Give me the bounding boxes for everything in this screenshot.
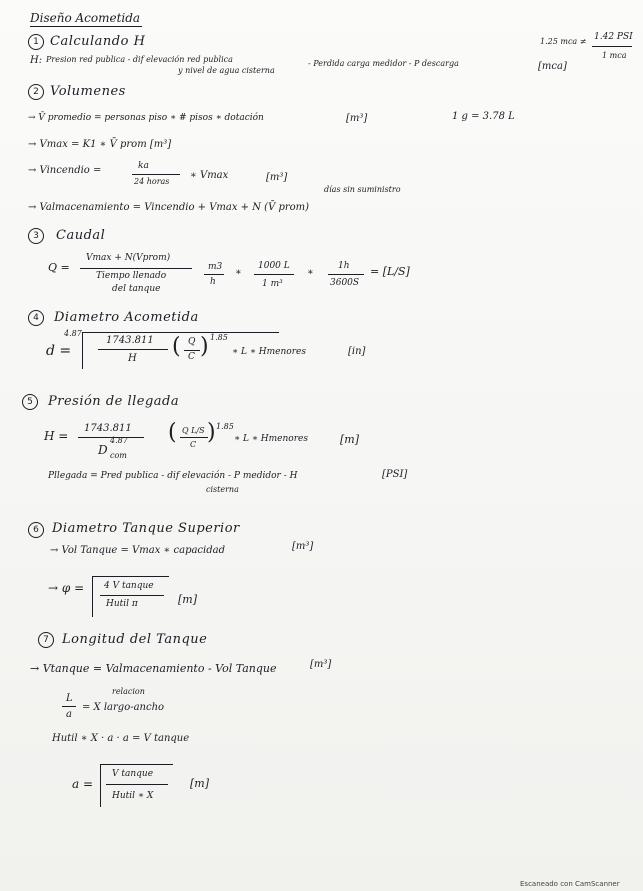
a-label: a = [72, 777, 94, 791]
vtanque-unit: [m³] [310, 659, 332, 670]
h-denominator-subscript: com [110, 451, 127, 460]
vincendio-fraction-line [132, 174, 180, 175]
vol-tanque-unit: [m³] [292, 541, 314, 552]
q-denominator-1: Tiempo llenado [96, 271, 167, 281]
h-label: H = [44, 429, 69, 443]
section-heading: Caudal [56, 228, 106, 243]
vincendio-rest: ∗ Vmax [190, 170, 229, 181]
h-unit: [m] [340, 433, 360, 446]
q-numerator: Vmax + N(Vprom) [86, 253, 171, 263]
factor-1-denominator: h [210, 277, 216, 287]
root-index: 4.87 [64, 329, 82, 338]
vtanque-formula: → Vtanque = Valmacenamiento - Vol Tanque [30, 662, 277, 675]
q-unit: = [L/S] [370, 265, 410, 278]
h-denominator-exponent: 4.87 [110, 436, 128, 445]
multiply-sign: ∗ [235, 267, 242, 278]
q-denominator-2: del tanque [112, 284, 161, 294]
qc-denominator: C [190, 440, 197, 449]
section-number: 7 [38, 632, 54, 648]
h-terms: Presion red publica - dif elevación red publica [46, 55, 233, 64]
vol-tanque-formula: → Vol Tanque = Vmax ∗ capacidad [50, 545, 225, 556]
qc-numerator: Q L/S [182, 426, 205, 435]
factor-1-numerator: m3 [208, 262, 223, 272]
pllegada-subscript: cisterna [206, 485, 239, 494]
qc-numerator: Q [188, 337, 196, 347]
q-fraction-line [80, 268, 192, 269]
section-number: 3 [28, 228, 44, 244]
phi-denominator: Hutil π [106, 599, 138, 609]
title-underline [30, 26, 142, 27]
qc-line [184, 350, 200, 351]
qc-line [180, 437, 208, 438]
multiply-sign: ∗ [307, 267, 314, 278]
la-denominator: a [66, 709, 72, 720]
section-number: 2 [28, 84, 44, 100]
pllegada-unit: [PSI] [382, 469, 408, 480]
h-terms-2: y nivel de agua cisterna [178, 66, 275, 75]
section-heading: Diametro Acometida [54, 310, 199, 325]
h-rest: ∗ L ∗ Hmenores [234, 434, 308, 444]
section-number: 1 [28, 34, 44, 50]
pllegada-formula: Pllegada = Pred publica - dif elevación - P medidor - H [48, 471, 298, 481]
h-numerator: 1743.811 [84, 423, 132, 434]
factor-3-line [328, 274, 364, 275]
hutil-formula: Hutil ∗ X · a · a = V tanque [52, 733, 190, 744]
vprom-formula: → V̄ promedio = personas piso ∗ # pisos ∗ dotación [28, 113, 264, 123]
factor-2-numerator: 1000 L [258, 261, 290, 271]
la-line [62, 706, 76, 707]
d-numerator: 1743.811 [106, 335, 154, 346]
exponent: 1.85 [210, 333, 228, 342]
vincendio-label: → Vincendio = [28, 165, 102, 176]
page-title: Diseño Acometida [30, 11, 141, 25]
d-denominator: H [128, 353, 137, 364]
d-unit: [in] [348, 346, 366, 357]
factor-2-line [254, 274, 294, 275]
dias-note: días sin suministro [324, 185, 401, 194]
a-unit: [m] [190, 777, 210, 790]
factor-1-line [204, 274, 224, 275]
a-denominator: Hutil ∗ X [112, 791, 154, 801]
conversion-numerator: 1.42 PSI [594, 32, 633, 42]
section-heading: Longitud del Tanque [62, 632, 208, 647]
section-number: 4 [28, 310, 44, 326]
qc-denominator: C [188, 352, 195, 362]
close-paren: ) [207, 420, 216, 445]
phi-unit: [m] [178, 593, 198, 606]
phi-numerator: 4 V tanque [104, 581, 154, 591]
section-number: 5 [22, 394, 38, 410]
open-paren: ( [168, 420, 177, 445]
a-fraction-line [106, 784, 168, 785]
scanner-footer: Escaneado con CamScanner [520, 880, 620, 888]
vprom-unit: [m³] [346, 113, 368, 124]
factor-3-denominator: 3600S [330, 278, 360, 288]
d-label: d = [46, 343, 72, 359]
vincendio-numerator: ka [138, 161, 149, 171]
exponent: 1.85 [216, 422, 234, 431]
h-unit: [mca] [538, 61, 567, 72]
phi-label: → φ = [48, 581, 85, 595]
vincendio-denominator: 24 horas [134, 177, 170, 186]
open-paren: ( [172, 334, 181, 359]
vmax-formula: → Vmax = K1 ∗ V̄ prom [m³] [28, 139, 172, 150]
conversion-denominator: 1 mca [602, 51, 627, 60]
section-heading: Diametro Tanque Superior [52, 521, 240, 536]
la-numerator: L [66, 693, 73, 704]
section-heading: Volumenes [50, 84, 126, 99]
factor-3-numerator: 1h [338, 261, 350, 271]
a-numerator: V tanque [112, 769, 154, 779]
close-paren: ) [200, 334, 209, 359]
phi-fraction-line [100, 595, 164, 596]
h-terms-rest: - Perdida carga medidor - P descarga [308, 59, 459, 68]
valmacenamiento-formula: → Valmacenamiento = Vincendio + Vmax + N (V̄ prom) [28, 202, 310, 213]
d-rest: ∗ L ∗ Hmenores [232, 347, 306, 357]
relacion-note: relacion [112, 687, 145, 696]
section-heading: Presión de llegada [48, 394, 180, 409]
la-rest: = X largo-ancho [82, 702, 165, 713]
vincendio-unit: [m³] [266, 172, 288, 183]
section-heading: Calculando H [50, 34, 146, 49]
factor-2-denominator: 1 m³ [262, 279, 283, 289]
h-denominator: D [98, 443, 108, 457]
conversion-left: 1.25 mca ≠ [540, 37, 587, 46]
conversion-fraction-line [592, 46, 632, 47]
gallon-conversion: 1 g = 3.78 L [452, 111, 515, 122]
q-label: Q = [48, 261, 70, 274]
h-label: H: [30, 55, 43, 66]
d-fraction-line [98, 349, 168, 350]
section-number: 6 [28, 522, 44, 538]
